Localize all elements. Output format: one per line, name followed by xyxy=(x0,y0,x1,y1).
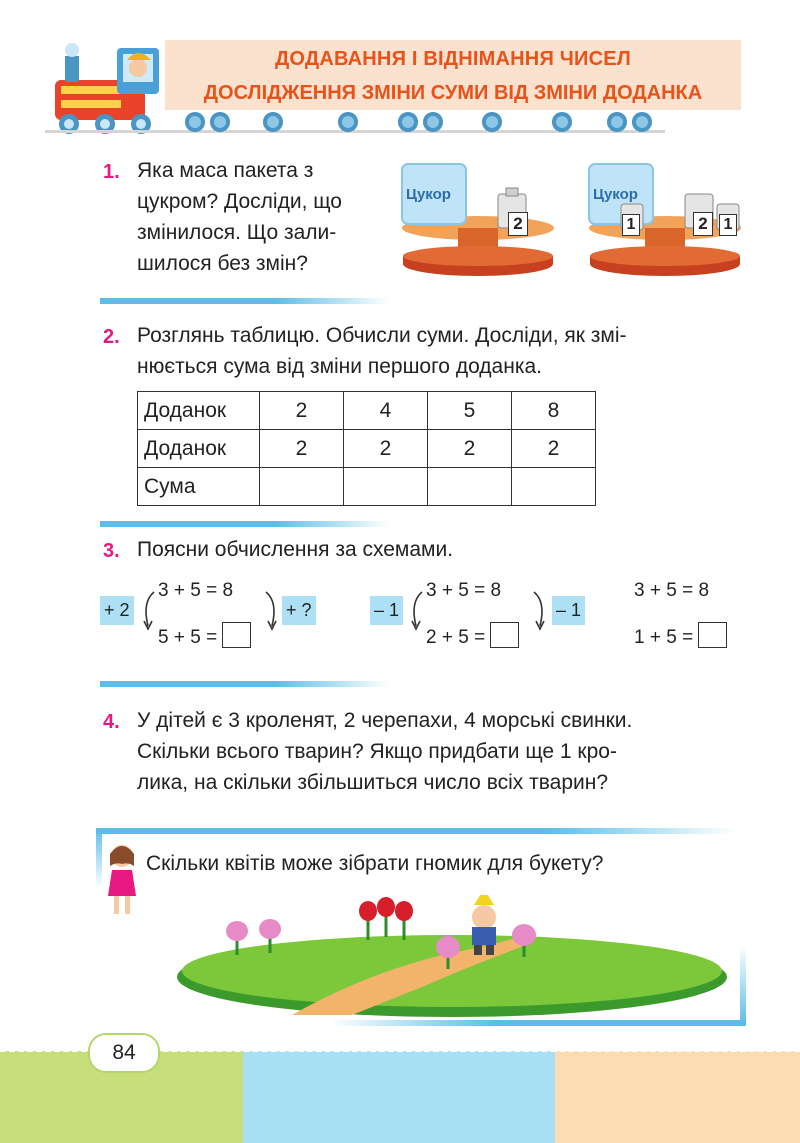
frame-left xyxy=(96,828,102,888)
answer-box[interactable] xyxy=(698,622,727,648)
task4-text: У дітей є 3 кроленят, 2 черепахи, 4 морські свинки. Скільки всього тварин? Якщо придбати ще 1 кро- лика, на скільки збільшиться число всіх тварин? xyxy=(137,709,633,794)
table-cell: 5 xyxy=(428,392,512,430)
flower-icon xyxy=(359,901,377,940)
task1-text: Яка маса пакета з цукром? Досліди, що змінилося. Що зали- шилося без змін? xyxy=(137,159,342,275)
arrow-icon xyxy=(260,588,280,632)
equation: 3 + 5 = 8 xyxy=(158,580,234,601)
rail-wheel xyxy=(632,112,652,132)
footer-band xyxy=(555,1051,800,1143)
task-number: 2. xyxy=(103,326,120,348)
weight-label: 1 xyxy=(719,214,737,236)
arrow-icon xyxy=(140,588,160,632)
table-cell: 2 xyxy=(512,430,596,468)
equation: 2 + 5 = xyxy=(426,622,519,649)
table-cell: 2 xyxy=(260,392,344,430)
page-number: 84 xyxy=(88,1033,160,1073)
arrow-icon xyxy=(408,588,428,632)
equation: 1 + 5 = xyxy=(634,622,727,649)
task-number: 3. xyxy=(103,540,120,562)
frame-top xyxy=(96,828,736,834)
task2-text: Розглянь таблицю. Обчисли суми. Досліди, як змі- нюється сума від зміни першого доданка. xyxy=(137,324,627,378)
girl-icon xyxy=(104,840,140,920)
section-divider xyxy=(100,681,390,687)
rail-wheel xyxy=(263,112,283,132)
answer-box[interactable] xyxy=(490,622,519,648)
answer-cell[interactable] xyxy=(260,468,344,506)
answer-cell[interactable] xyxy=(428,468,512,506)
task3-text: Поясни обчислення за схемами. xyxy=(137,538,454,561)
sum-table xyxy=(137,391,596,506)
rail-wheel xyxy=(607,112,627,132)
table-row xyxy=(138,430,596,468)
table-cell: 4 xyxy=(344,392,428,430)
flower-icon xyxy=(395,901,413,940)
answer-cell[interactable] xyxy=(344,468,428,506)
meadow-illustration xyxy=(172,895,732,1020)
sugar-bag-label: Цукор xyxy=(406,186,451,203)
frame-right xyxy=(740,945,746,1025)
equation: 5 + 5 = xyxy=(158,622,251,649)
frame-bottom xyxy=(330,1020,746,1026)
operation-tag: – 1 xyxy=(370,596,403,625)
rail-wheel xyxy=(398,112,418,132)
table-cell: 8 xyxy=(512,392,596,430)
flower-icon xyxy=(377,897,395,937)
operation-tag: + ? xyxy=(282,596,316,625)
table-row xyxy=(138,392,596,430)
task-number: 1. xyxy=(103,161,120,183)
rail-wheel xyxy=(338,112,358,132)
table-cell: 2 xyxy=(344,430,428,468)
table-cell: 2 xyxy=(428,430,512,468)
rail-wheel xyxy=(185,112,205,132)
row-header: Доданок xyxy=(138,392,260,430)
operation-tag: + 2 xyxy=(100,596,134,625)
rail-wheel xyxy=(552,112,572,132)
operation-tag: – 1 xyxy=(552,596,585,625)
row-header: Сума xyxy=(138,468,260,506)
equation: 3 + 5 = 8 xyxy=(634,580,710,601)
scale-illustration xyxy=(398,160,558,280)
header-title: ДОДАВАННЯ І ВІДНІМАННЯ ЧИСЕЛ xyxy=(274,48,632,70)
section-divider xyxy=(100,298,390,304)
equation: 3 + 5 = 8 xyxy=(426,580,502,601)
weight-label: 2 xyxy=(693,212,713,236)
rail-wheel xyxy=(482,112,502,132)
table-row xyxy=(138,468,596,506)
weight-label: 2 xyxy=(508,212,528,236)
task-number: 4. xyxy=(103,711,120,733)
arrow-icon xyxy=(528,588,548,632)
section-divider xyxy=(100,521,390,527)
table-cell: 2 xyxy=(260,430,344,468)
rail-line xyxy=(45,130,665,133)
weight-label: 1 xyxy=(622,214,640,236)
rail-wheel xyxy=(210,112,230,132)
rail-wheel xyxy=(423,112,443,132)
answer-cell[interactable] xyxy=(512,468,596,506)
puzzle-question: Скільки квітів може зібрати гномик для букету? xyxy=(146,852,604,875)
answer-box[interactable] xyxy=(222,622,251,648)
sugar-bag-label: Цукор xyxy=(593,186,638,203)
footer-band xyxy=(243,1051,555,1143)
train-illustration xyxy=(45,38,170,138)
header-subtitle: ДОСЛІДЖЕННЯ ЗМІНИ СУМИ ВІД ЗМІНИ ДОДАНКА xyxy=(203,82,703,104)
row-header: Доданок xyxy=(138,430,260,468)
